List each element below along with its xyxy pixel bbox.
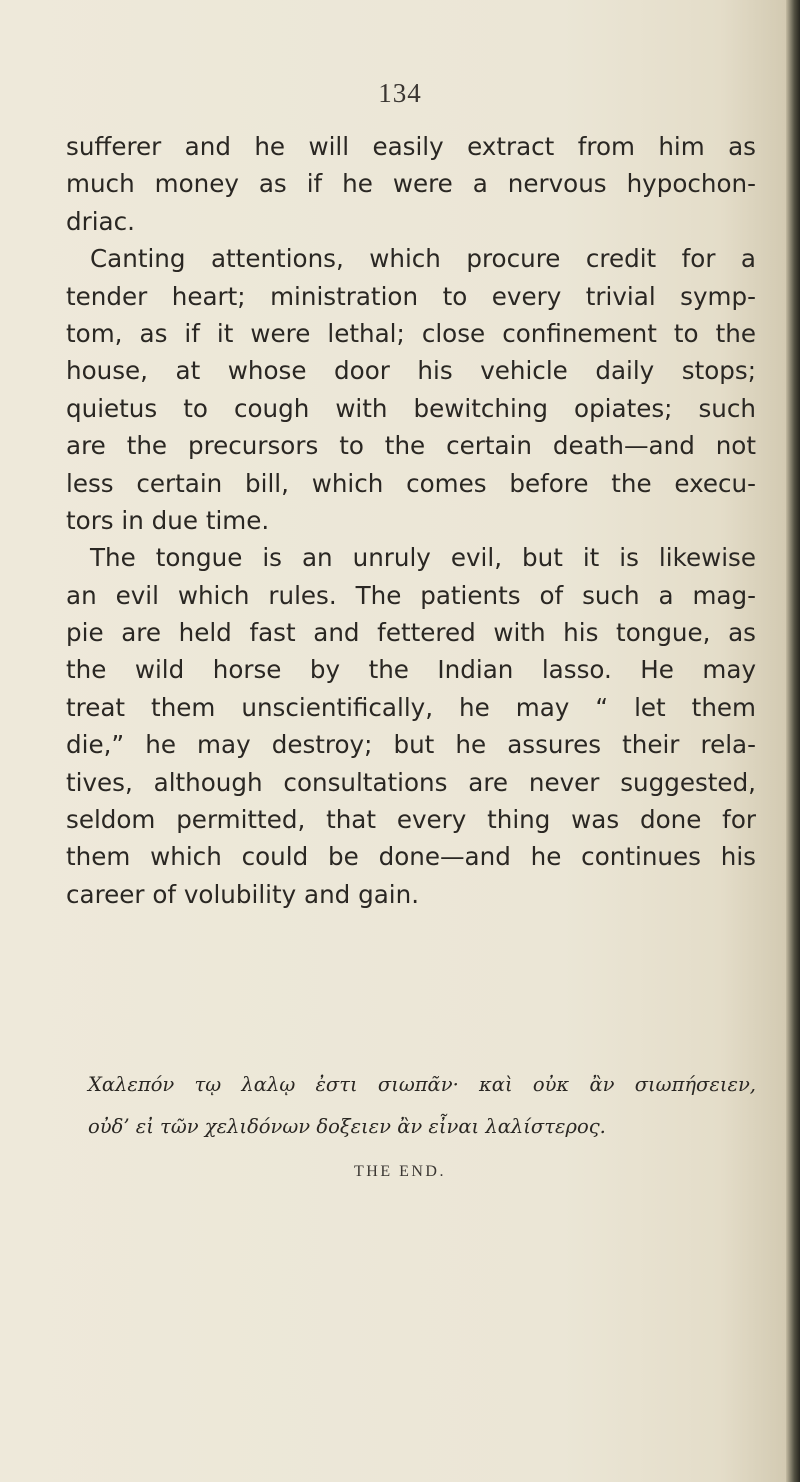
text-line: quietus to cough with bewitching opiates; such <box>66 393 756 423</box>
text-line: tives, although consultations are never suggested, <box>66 767 756 797</box>
greek-quote <box>88 1064 756 1148</box>
text-line: tors in due time. <box>66 505 270 535</box>
greek-quote-line: οὐδ’ εἰ τῶν χελιδόνων δοξειεν ἂν εἶναι λαλίστερος. <box>88 1115 606 1138</box>
text-line: tom, as if it were lethal; close confinement to the <box>66 318 756 348</box>
page-binding-edge <box>786 0 800 1482</box>
text-line: sufferer and he will easily extract from him as <box>66 132 756 161</box>
text-line: the wild horse by the Indian lasso. He may <box>66 655 756 685</box>
the-end: THE END. <box>354 1163 446 1180</box>
page-number: 134 <box>378 78 422 108</box>
text-line: tender heart; ministration to every trivial symp- <box>66 281 756 311</box>
text-line: The tongue is an unruly evil, but it is likewise <box>90 543 756 573</box>
text-line: die,” he may destroy; but he assures their rela- <box>66 730 756 760</box>
greek-quote-line: Χαλεπόν τῳ λαλῳ ἐστι σιωπᾶν· καὶ οὐκ ἂν σιωπήσειεν, <box>88 1073 756 1096</box>
text-line: house, at whose door his vehicle daily stops; <box>66 356 756 386</box>
text-line: seldom permitted, that every thing was done for <box>66 805 756 835</box>
body-text <box>66 128 756 913</box>
text-line: Canting attentions, which procure credit for a <box>90 244 756 274</box>
text-line: much money as if he were a nervous hypochon- <box>66 169 756 199</box>
text-line: career of volubility and gain. <box>66 879 420 909</box>
text-line: pie are held fast and fettered with his tongue, as <box>66 618 756 648</box>
text-line: less certain bill, which comes before the execu- <box>66 468 756 498</box>
text-line: them which could be done—and he continues his <box>66 842 756 872</box>
text-line: an evil which rules. The patients of such a mag- <box>66 580 756 610</box>
text-line: treat them unscientifically, he may “ let them <box>66 692 756 722</box>
text-line: driac. <box>66 206 135 236</box>
text-line: are the precursors to the certain death—and not <box>66 431 756 461</box>
